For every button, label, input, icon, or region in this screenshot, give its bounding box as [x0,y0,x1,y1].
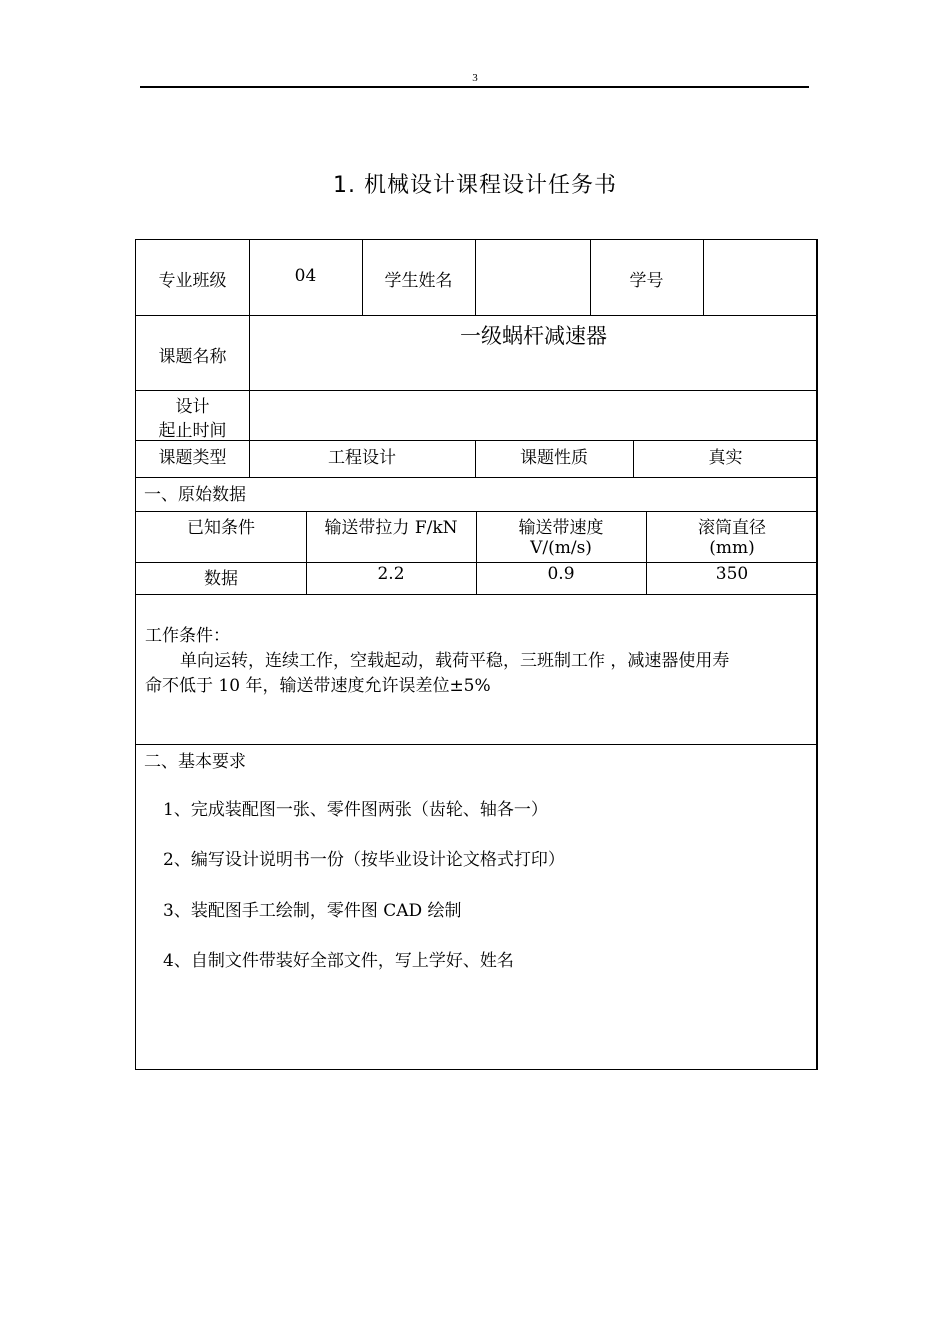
data-header-force: 输送带拉力 F/kN [324,518,458,538]
section1-heading: 一、原始数据 [144,485,246,505]
topic-nature-label: 课题性质 [520,448,588,468]
requirement-item: 1、完成装配图一张、零件图两张（齿轮、轴各一） [163,800,548,820]
requirement-item: 3、装配图手工绘制，零件图 CAD 绘制 [163,901,462,921]
data-header-diameter-line1: 滚筒直径 [698,518,766,538]
student-name-label: 学生姓名 [384,271,453,291]
topic-type-value: 工程设计 [328,448,396,468]
col-divider [475,240,476,315]
row-divider [136,511,818,512]
requirement-item: 2、编写设计说明书一份（按毕业设计论文格式打印） [163,850,565,870]
row-divider [136,315,818,316]
topic-name-label: 课题名称 [158,347,227,367]
data-row-label: 数据 [204,569,238,589]
header-rule [140,86,809,88]
row-divider [136,562,818,563]
document-title: 1. 机械设计课程设计任务书 [333,173,617,198]
row-divider [136,390,818,391]
data-row-diameter: 350 [715,564,749,584]
row-divider [136,477,818,478]
major-class-label: 专业班级 [158,271,227,291]
row-divider [136,594,818,595]
section2-heading: 二、基本要求 [144,752,246,772]
topic-name-value: 一级蜗杆减速器 [460,324,607,348]
working-conditions-line2: 命不低于 10 年，输送带速度允许误差位±5% [145,676,491,696]
student-id-label: 学号 [629,271,664,291]
page-number: 3 [472,72,478,84]
data-header-speed-line1: 输送带速度 [518,518,604,538]
design-period-label-line2: 起止时间 [158,421,227,441]
row-divider [136,744,818,745]
topic-nature-value: 真实 [708,448,743,468]
requirement-item: 4、自制文件带装好全部文件，写上学好、姓名 [163,951,514,971]
major-class-value: 04 [294,266,317,286]
data-header-known: 已知条件 [187,518,255,538]
col-divider [703,240,704,315]
task-form-table [135,239,818,1070]
data-row-speed: 0.9 [547,564,575,584]
data-header-speed-line2: V/(m/s) [530,538,592,558]
data-header-diameter-line2: (mm) [709,538,755,558]
design-period-label-line1: 设计 [175,397,210,417]
working-conditions-line1: 单向运转，连续工作，空载起动，载荷平稳，三班制工作 ，减速器使用寿 [180,651,730,671]
topic-type-label: 课题类型 [158,448,227,468]
working-conditions-label: 工作条件： [145,626,230,646]
data-row-force: 2.2 [377,564,405,584]
